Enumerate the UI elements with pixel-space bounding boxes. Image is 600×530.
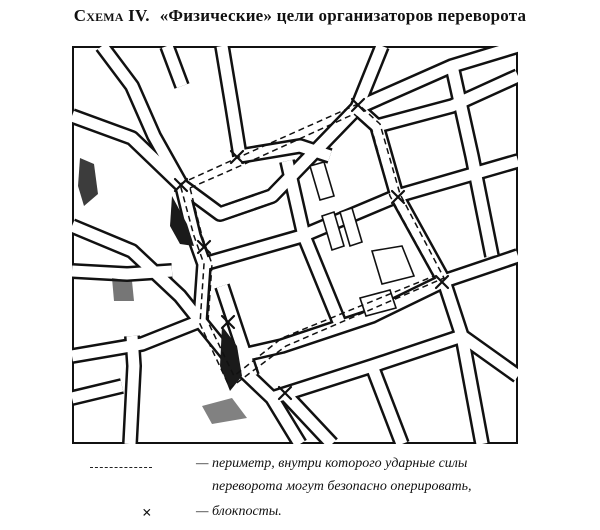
legend-perimeter-line1: — периметр, внутри которого ударные силы — [196, 456, 468, 471]
legend-blockpost-text: — блокпосты. — [196, 504, 282, 519]
figure-title-text: «Физические» цели организаторов переворота — [159, 6, 527, 25]
city-map — [72, 46, 518, 444]
legend-dash-sample — [90, 467, 152, 468]
legend-blockpost-icon: × — [142, 503, 152, 522]
legend-perimeter-line2: переворота могут безопасно оперировать, — [212, 479, 472, 494]
figure-title — [0, 6, 600, 26]
figure-label: Схема IV. — [73, 6, 150, 25]
shade-west — [112, 278, 134, 301]
legend — [0, 452, 600, 530]
